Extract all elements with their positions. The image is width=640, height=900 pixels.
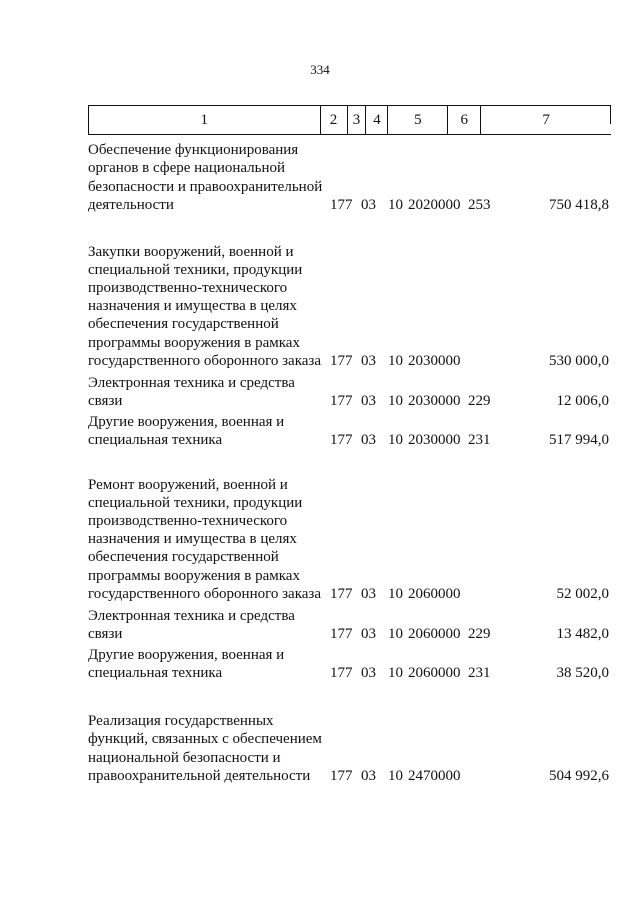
column-header-row: [88, 105, 611, 135]
row-col-7: 750 418,8: [549, 196, 609, 213]
row-col-7: 517 994,0: [549, 431, 609, 448]
row-col-2: 177: [330, 664, 353, 681]
column-header-5: 5: [388, 106, 448, 134]
table-row: [0, 465, 640, 603]
row-col-2: 177: [330, 392, 353, 409]
row-name: Реализация государственных функций, связанных с обеспечением национальной безопасности и правоохранительной деятельности: [88, 713, 322, 784]
row-col-7: 530 000,0: [549, 352, 609, 369]
table-row: [0, 646, 640, 682]
row-col-2: 177: [330, 352, 353, 369]
row-col-4: 10: [388, 767, 403, 784]
row-col-2: 177: [330, 585, 353, 602]
row-col-7: 52 002,0: [556, 585, 609, 602]
row-col-5: 2030000: [408, 392, 461, 409]
row-col-2: 177: [330, 625, 353, 642]
row-col-4: 10: [388, 625, 403, 642]
column-header-7: 7: [481, 106, 611, 134]
column-header-6: 6: [448, 106, 481, 134]
row-col-3: 03: [361, 392, 376, 409]
table-row: [0, 607, 640, 643]
row-col-2: 177: [330, 431, 353, 448]
row-col-3: 03: [361, 431, 376, 448]
table-row: [0, 374, 640, 410]
row-name: Другие вооружения, военная и специальная техника: [88, 413, 285, 448]
row-name: Ремонт вооружений, военной и специальной техники, продукции производственно-технического назначения и имущества в целях обеспечения государственной программы вооружения в рамках государственного оборонного заказа: [88, 476, 322, 602]
row-col-4: 10: [388, 392, 403, 409]
row-name: Закупки вооружений, военной и специальной техники, продукции производственно-технического назначения и имущества в целях обеспечения государственной программы вооружения в рамках государственного оборонного заказа: [88, 243, 322, 369]
column-header-4: 4: [366, 106, 388, 134]
row-col-2: 177: [330, 767, 353, 784]
row-col-3: 03: [361, 664, 376, 681]
row-col-5: 2030000: [408, 352, 461, 369]
row-col-3: 03: [361, 196, 376, 213]
row-col-7: 504 992,6: [549, 767, 609, 784]
column-header-1: 1: [89, 106, 321, 134]
row-col-5: 2030000: [408, 431, 461, 448]
row-col-5: 2060000: [408, 585, 461, 602]
row-col-3: 03: [361, 767, 376, 784]
row-name: Обеспечение функционирования органов в сфере национальной безопасности и правоохранительной деятельности: [88, 142, 323, 213]
row-col-4: 10: [388, 585, 403, 602]
row-col-5: 2020000: [408, 196, 461, 213]
row-col-4: 10: [388, 431, 403, 448]
row-col-4: 10: [388, 664, 403, 681]
row-col-2: 177: [330, 196, 353, 213]
row-col-7: 38 520,0: [556, 664, 609, 681]
row-col-7: 12 006,0: [556, 392, 609, 409]
page-number: 334: [310, 62, 330, 77]
table-row: [0, 142, 640, 214]
row-col-3: 03: [361, 625, 376, 642]
row-name: Другие вооружения, военная и специальная техника: [88, 646, 285, 681]
table-row: [0, 697, 640, 785]
row-col-4: 10: [388, 196, 403, 213]
column-header-2: 2: [321, 106, 348, 134]
row-col-6: 231: [468, 431, 491, 448]
row-col-5: 2060000: [408, 664, 461, 681]
row-name: Электронная техника и средства связи: [88, 607, 295, 642]
row-col-5: 2060000: [408, 625, 461, 642]
row-col-6: 229: [468, 392, 491, 409]
row-col-5: 2470000: [408, 767, 461, 784]
row-name: Электронная техника и средства связи: [88, 374, 295, 409]
row-col-7: 13 482,0: [556, 625, 609, 642]
table-row: [0, 413, 640, 449]
column-header-3: 3: [348, 106, 367, 134]
row-col-6: 231: [468, 664, 491, 681]
row-col-3: 03: [361, 585, 376, 602]
row-col-6: 229: [468, 625, 491, 642]
row-col-3: 03: [361, 352, 376, 369]
table-row: [0, 232, 640, 370]
row-col-6: 253: [468, 196, 491, 213]
row-col-4: 10: [388, 352, 403, 369]
